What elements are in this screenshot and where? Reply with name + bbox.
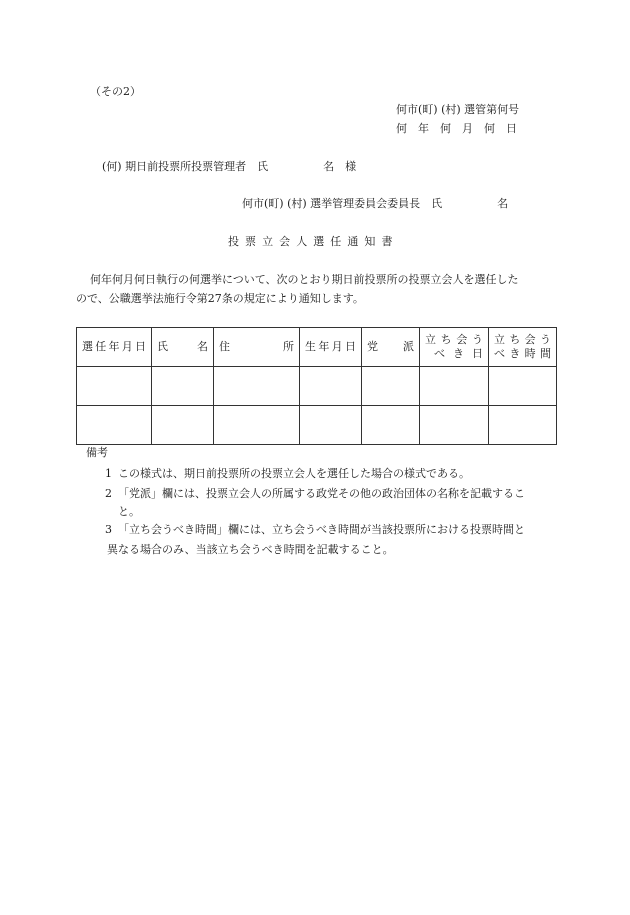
header-appointment-date: 選任年月日 (77, 328, 152, 367)
table-cell (489, 367, 557, 406)
document-title: 投票立会人選任通知書 (228, 235, 399, 248)
table-cell (77, 367, 152, 406)
table-cell (300, 406, 362, 445)
note-text: 「立ち会うべき時間」欄には、立ち会うべき時間が当該投票所における投票時間と (118, 523, 525, 536)
header-attendance-time-line-2: べき時間 (494, 347, 551, 360)
header-birth-date: 生年月日 (300, 328, 362, 367)
notes-heading: 備考 (86, 446, 108, 459)
reference-number: 何市(町) (村) 選管第何号 (396, 103, 520, 116)
header-name: 氏名 (152, 328, 214, 367)
table-cell (214, 367, 300, 406)
table-header-row (77, 328, 557, 367)
header-party: 党派 (362, 328, 420, 367)
table-cell (152, 406, 214, 445)
addressee: (何) 期日前投票所投票管理者 氏 名 様 (102, 160, 357, 173)
header-attendance-time (489, 328, 557, 367)
note-number: 2 (105, 487, 112, 500)
appointment-table (76, 327, 557, 445)
table-cell (362, 367, 420, 406)
issue-date: 何 年 何 月 何 日 (396, 122, 517, 135)
note-text: 「党派」欄には、投票立会人の所属する政党その他の政治団体の名称を記載するこ (118, 487, 525, 500)
table-cell (489, 406, 557, 445)
table-cell (152, 367, 214, 406)
header-attendance-date-line-2: べき日 (434, 347, 483, 360)
table-cell (420, 367, 489, 406)
header-attendance-date (420, 328, 489, 367)
table-cell (362, 406, 420, 445)
table-cell (77, 406, 152, 445)
table-cell (300, 367, 362, 406)
note-number: 3 (105, 523, 112, 536)
note-text: この様式は、期日前投票所の投票立会人を選任した場合の様式である。 (118, 467, 470, 480)
sender: 何市(町) (村) 選挙管理委員会委員長 氏 名 (242, 197, 509, 210)
note-item-2-continued: と。 (118, 505, 140, 518)
note-number: 1 (105, 467, 112, 480)
header-attendance-date-line-1: 立ち会う (425, 333, 483, 346)
table-cell (420, 406, 489, 445)
header-address: 住所 (214, 328, 300, 367)
form-label: （その2） (90, 85, 141, 98)
note-item-3-continued: 異なる場合のみ、当該立ち会うべき時間を記載すること。 (107, 543, 394, 556)
table-cell (214, 406, 300, 445)
note-item-2 (96, 484, 576, 504)
body-text-line-1: 何年何月何日執行の何選挙について、次のとおり期日前投票所の投票立会人を選任した (90, 273, 519, 286)
note-item-3 (96, 520, 576, 540)
table-row (77, 367, 557, 406)
note-item-1 (96, 464, 576, 484)
body-text-line-2: ので、公職選挙法施行令第27条の規定により通知します。 (76, 292, 364, 305)
header-attendance-time-line-1: 立ち会う (494, 333, 551, 346)
table-row (77, 406, 557, 445)
